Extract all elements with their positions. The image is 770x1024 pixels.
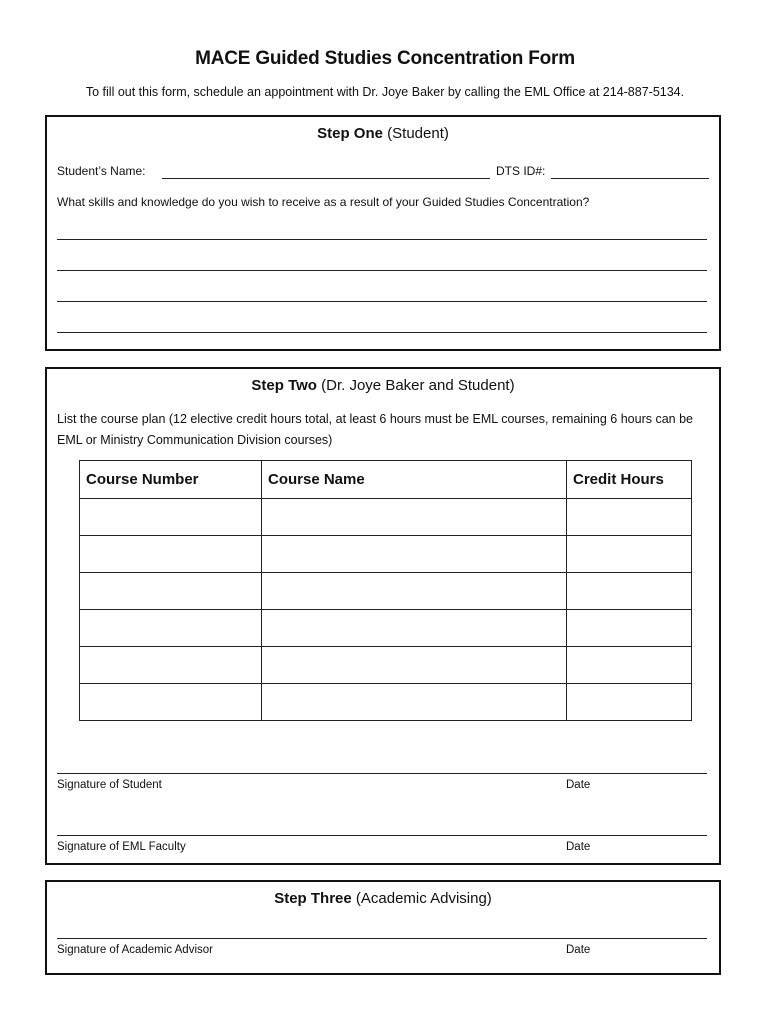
course-name-cell[interactable] bbox=[262, 573, 567, 610]
dts-id-field[interactable] bbox=[551, 178, 709, 179]
step-two-section bbox=[45, 367, 721, 865]
skills-question: What skills and knowledge do you wish to receive as a result of your Guided Studies Concentration? bbox=[57, 195, 590, 209]
table-header-row bbox=[80, 461, 692, 499]
credit-hours-cell[interactable] bbox=[567, 499, 692, 536]
step-one-heading bbox=[47, 125, 719, 142]
course-name-cell[interactable] bbox=[262, 647, 567, 684]
student-name-label: Student’s Name: bbox=[57, 164, 146, 178]
course-number-cell[interactable] bbox=[80, 647, 262, 684]
column-course-number: Course Number bbox=[80, 461, 262, 499]
course-number-cell[interactable] bbox=[80, 610, 262, 647]
course-number-cell[interactable] bbox=[80, 536, 262, 573]
course-name-cell[interactable] bbox=[262, 684, 567, 721]
advisor-signature-label: Signature of Academic Advisor bbox=[57, 944, 213, 956]
table-row bbox=[80, 573, 692, 610]
step-three-section bbox=[45, 880, 721, 975]
credit-hours-cell[interactable] bbox=[567, 610, 692, 647]
step-three-heading-bold: Step Three bbox=[274, 890, 352, 907]
answer-line-2[interactable] bbox=[57, 270, 707, 271]
step-three-heading bbox=[47, 890, 719, 907]
step-one-section bbox=[45, 115, 721, 351]
credit-hours-cell[interactable] bbox=[567, 573, 692, 610]
course-number-cell[interactable] bbox=[80, 573, 262, 610]
table-row bbox=[80, 499, 692, 536]
column-course-name: Course Name bbox=[262, 461, 567, 499]
answer-line-3[interactable] bbox=[57, 301, 707, 302]
advisor-signature-line[interactable] bbox=[57, 938, 707, 939]
course-plan-instructions: List the course plan (12 elective credit hours total, at least 6 hours must be EML courses, remaining 6 hours can be EML or Ministry Communication Division courses) bbox=[57, 412, 693, 447]
advisor-date-label: Date bbox=[566, 944, 591, 956]
answer-line-4[interactable] bbox=[57, 332, 707, 333]
course-plan-table bbox=[79, 460, 692, 721]
course-name-cell[interactable] bbox=[262, 610, 567, 647]
table-row bbox=[80, 610, 692, 647]
faculty-signature-line[interactable] bbox=[57, 835, 707, 836]
answer-line-1[interactable] bbox=[57, 239, 707, 240]
form-subtitle: To fill out this form, schedule an appointment with Dr. Joye Baker by calling the EML Office at 214-887-5134. bbox=[85, 85, 685, 99]
step-two-heading-bold: Step Two bbox=[251, 377, 317, 394]
course-name-cell[interactable] bbox=[262, 536, 567, 573]
course-name-cell[interactable] bbox=[262, 499, 567, 536]
step-two-heading bbox=[47, 377, 719, 394]
course-number-cell[interactable] bbox=[80, 499, 262, 536]
student-name-field[interactable] bbox=[162, 178, 490, 179]
table-row bbox=[80, 647, 692, 684]
student-signature-label: Signature of Student bbox=[57, 779, 162, 791]
column-credit-hours: Credit Hours bbox=[567, 461, 692, 499]
credit-hours-cell[interactable] bbox=[567, 536, 692, 573]
step-one-heading-bold: Step One bbox=[317, 125, 383, 142]
step-two-heading-rest: (Dr. Joye Baker and Student) bbox=[316, 377, 515, 394]
course-number-cell[interactable] bbox=[80, 684, 262, 721]
student-date-label: Date bbox=[566, 779, 591, 791]
step-one-heading-rest: (Student) bbox=[382, 125, 449, 142]
table-row bbox=[80, 536, 692, 573]
student-signature-line[interactable] bbox=[57, 773, 707, 774]
table-row bbox=[80, 684, 692, 721]
form-title: MACE Guided Studies Concentration Form bbox=[195, 48, 575, 69]
dts-id-label: DTS ID#: bbox=[496, 164, 546, 178]
credit-hours-cell[interactable] bbox=[567, 684, 692, 721]
step-three-heading-rest: (Academic Advising) bbox=[351, 890, 492, 907]
credit-hours-cell[interactable] bbox=[567, 647, 692, 684]
faculty-signature-label: Signature of EML Faculty bbox=[57, 841, 186, 853]
faculty-date-label: Date bbox=[566, 841, 591, 853]
